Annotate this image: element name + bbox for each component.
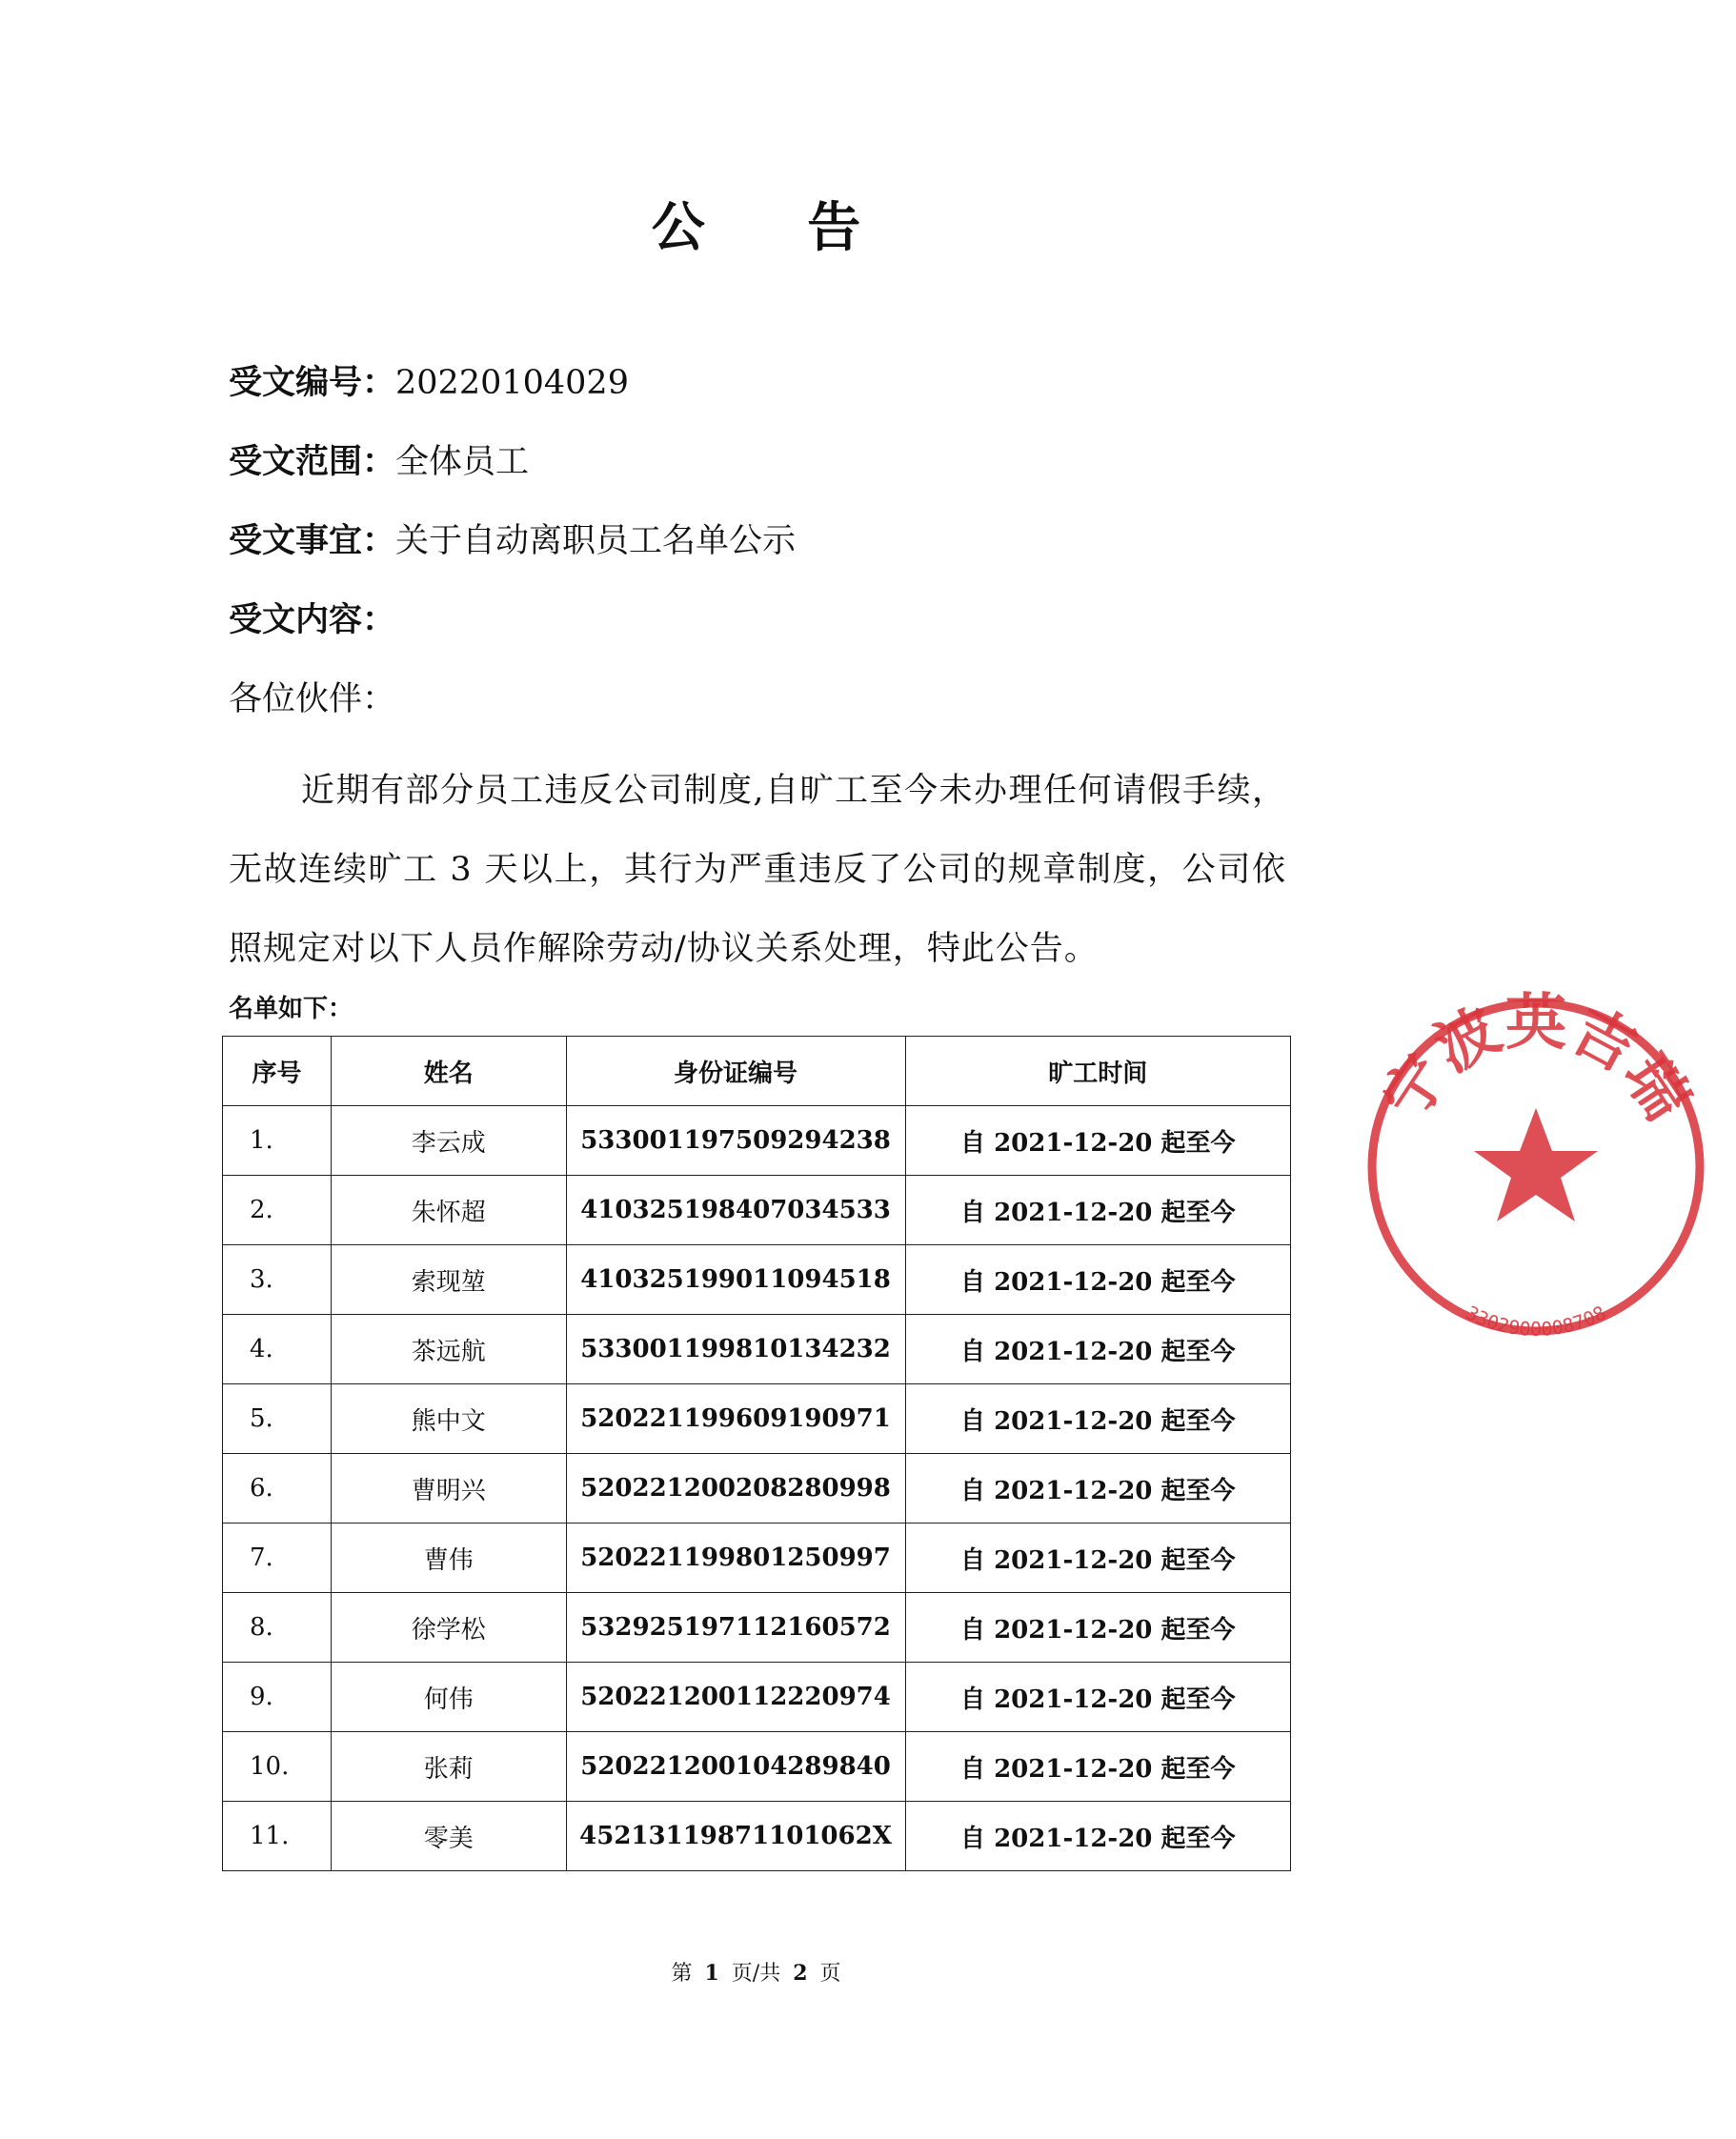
page-mid: 页/共 (731, 1962, 781, 1986)
row-seq: 10. (223, 1732, 332, 1802)
page-title: 公 告 (651, 196, 903, 259)
row-name: 徐学松 (331, 1593, 566, 1663)
doc-number-label: 受文编号： (229, 363, 396, 402)
body-paragraph: 近期有部分员工违反公司制度,自旷工至今未办理任何请假手续，无故连续旷工 3 天以上，其行为严重违反了公司的规章制度，公司依照规定对以下人员作解除劳动/协议关系处理，特此公告。 (229, 772, 1286, 968)
row-name: 零美 (331, 1802, 566, 1871)
row-seq: 3. (223, 1245, 332, 1315)
seal-name-arc: 宁波英吉瑞 (1369, 988, 1703, 1133)
row-name: 李云成 (331, 1106, 566, 1176)
row-id-number: 520221200112220974 (566, 1663, 905, 1732)
table-row (223, 1524, 1291, 1593)
table-row (223, 1454, 1291, 1524)
matter-value: 关于自动离职员工名单公示 (395, 522, 797, 560)
table-row (223, 1663, 1291, 1732)
content-label: 受文内容： (229, 600, 396, 639)
page-total: 2 (793, 1961, 808, 1986)
row-seq: 4. (223, 1315, 332, 1384)
page-suffix: 页 (819, 1962, 841, 1986)
row-seq: 8. (223, 1593, 332, 1663)
table-row (223, 1315, 1291, 1384)
row-absence-period: 自 2021-12-20 起至今 (905, 1106, 1291, 1176)
seal-star-icon (1474, 1108, 1598, 1221)
scope-label: 受文范围： (229, 442, 396, 481)
greeting: 各位伙伴： (229, 680, 396, 718)
doc-number-value: 20220104029 (395, 364, 629, 402)
page-number: 1 (704, 1961, 719, 1986)
page-prefix: 第 (671, 1962, 693, 1986)
row-absence-period: 自 2021-12-20 起至今 (905, 1315, 1291, 1384)
row-seq: 11. (223, 1802, 332, 1871)
row-name: 曹明兴 (331, 1454, 566, 1524)
table-row (223, 1245, 1291, 1315)
roster-table (222, 1036, 1291, 1871)
row-absence-period: 自 2021-12-20 起至今 (905, 1176, 1291, 1245)
row-id-number: 520221200208280998 (566, 1454, 905, 1524)
table-row (223, 1384, 1291, 1454)
row-id-number: 410325199011094518 (566, 1245, 905, 1315)
row-name: 茶远航 (331, 1315, 566, 1384)
seal-number-arc: 3302900008708 (1462, 1301, 1610, 1341)
row-seq: 2. (223, 1176, 332, 1245)
column-header-seq: 序号 (223, 1037, 332, 1106)
page-footer (0, 1957, 1512, 1987)
table-row (223, 1732, 1291, 1802)
content-field (229, 599, 395, 641)
column-header-absence: 旷工时间 (905, 1037, 1291, 1106)
row-name: 何伟 (331, 1663, 566, 1732)
row-absence-period: 自 2021-12-20 起至今 (905, 1802, 1291, 1871)
table-row (223, 1106, 1291, 1176)
list-header: 名单如下： (229, 995, 353, 1023)
row-absence-period: 自 2021-12-20 起至今 (905, 1732, 1291, 1802)
doc-number-field (229, 362, 629, 404)
table-row (223, 1802, 1291, 1871)
table-row (223, 1593, 1291, 1663)
row-id-number: 410325198407034533 (566, 1176, 905, 1245)
row-seq: 1. (223, 1106, 332, 1176)
row-id-number: 520221200104289840 (566, 1732, 905, 1802)
row-id-number: 45213119871101062X (566, 1802, 905, 1871)
row-id-number: 520221199609190971 (566, 1384, 905, 1454)
column-header-id: 身份证编号 (566, 1037, 905, 1106)
row-id-number: 520221199801250997 (566, 1524, 905, 1593)
company-seal (1336, 967, 1736, 1367)
row-absence-period: 自 2021-12-20 起至今 (905, 1384, 1291, 1454)
row-name: 朱怀超 (331, 1176, 566, 1245)
scope-field (229, 441, 529, 483)
row-seq: 7. (223, 1524, 332, 1593)
row-name: 曹伟 (331, 1524, 566, 1593)
row-absence-period: 自 2021-12-20 起至今 (905, 1245, 1291, 1315)
matter-field (229, 520, 796, 562)
row-id-number: 533001197509294238 (566, 1106, 905, 1176)
row-absence-period: 自 2021-12-20 起至今 (905, 1454, 1291, 1524)
row-seq: 5. (223, 1384, 332, 1454)
row-id-number: 532925197112160572 (566, 1593, 905, 1663)
row-absence-period: 自 2021-12-20 起至今 (905, 1524, 1291, 1593)
row-name: 张莉 (331, 1732, 566, 1802)
row-seq: 6. (223, 1454, 332, 1524)
column-header-name: 姓名 (331, 1037, 566, 1106)
row-name: 索现堃 (331, 1245, 566, 1315)
row-name: 熊中文 (331, 1384, 566, 1454)
row-absence-period: 自 2021-12-20 起至今 (905, 1593, 1291, 1663)
table-row (223, 1176, 1291, 1245)
row-id-number: 533001199810134232 (566, 1315, 905, 1384)
scope-value: 全体员工 (395, 443, 530, 481)
row-absence-period: 自 2021-12-20 起至今 (905, 1663, 1291, 1732)
row-seq: 9. (223, 1663, 332, 1732)
table-header-row (223, 1037, 1291, 1106)
matter-label: 受文事宜： (229, 521, 396, 560)
